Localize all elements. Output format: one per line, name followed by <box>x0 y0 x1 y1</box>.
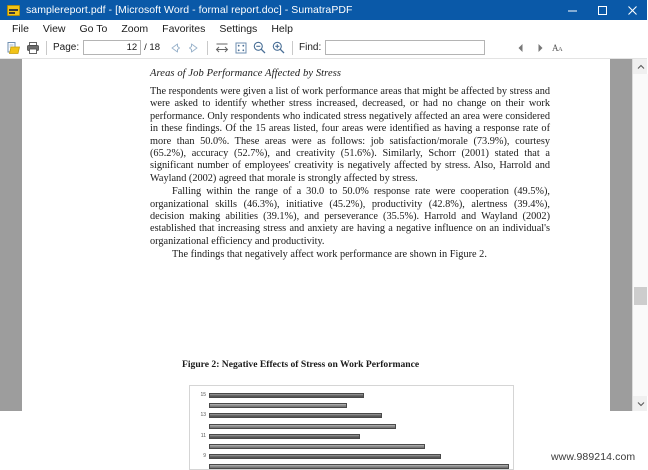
document-text <box>150 68 550 263</box>
chart-bar <box>209 454 441 459</box>
chart-bar <box>209 424 396 429</box>
fit-page-icon[interactable] <box>231 39 250 57</box>
figure-caption: Figure 2: Negative Effects of Stress on Work Performance <box>182 359 420 370</box>
page-total-label: / 18 <box>144 42 160 53</box>
toolbar-divider <box>46 41 47 55</box>
section-heading: Areas of Job Performance Affected by Stress <box>150 68 342 79</box>
pdf-page <box>22 59 636 463</box>
zoom-in-icon[interactable] <box>269 39 288 57</box>
menu-item-help[interactable]: Help <box>271 22 293 35</box>
scrollbar-track[interactable] <box>633 74 648 396</box>
menu-item-file[interactable]: File <box>12 22 29 35</box>
menu-item-zoom[interactable]: Zoom <box>121 22 149 35</box>
sumatra-pdf-icon <box>7 5 20 16</box>
chart-bar <box>209 403 347 408</box>
find-previous-icon[interactable] <box>511 39 530 57</box>
chart-bar <box>209 393 364 398</box>
match-case-icon[interactable] <box>549 39 568 57</box>
toolbar <box>0 37 647 59</box>
vertical-scrollbar[interactable] <box>632 59 647 411</box>
menu-item-view[interactable]: View <box>42 22 66 35</box>
find-label: Find: <box>299 42 322 53</box>
window-controls <box>557 0 647 20</box>
open-file-icon[interactable] <box>4 39 23 57</box>
paragraph-2: Falling within the range of a 30.0 to 50.0% response rate were cooperation (49.5%), organizational skills (46.3%), initiative (45.2%), productivity (42.8%), alertness (39.4%), decision making abilities (39.1%), and perseverance (35.5%). Harrold and Wayland (2002) established that increasing stress and anxiety are having a negative influence on an individual's organizational efficiency and productivity. <box>150 186 550 247</box>
toolbar-divider-2 <box>207 41 208 55</box>
chart-y-tick-label: 11 <box>200 432 206 439</box>
window-title: samplereport.pdf - [Microsoft Word - formal report.doc] - SumatraPDF <box>26 4 353 16</box>
find-input[interactable] <box>325 40 485 55</box>
paragraph-3: The findings that negatively affect work performance are shown in Figure 2. <box>172 249 487 261</box>
chart-y-tick-label: 9 <box>203 453 206 460</box>
menu-item-favorites[interactable]: Favorites <box>162 22 206 35</box>
page-input[interactable] <box>83 40 141 55</box>
chart-y-tick-label: 15 <box>200 392 206 398</box>
menu-item-settings[interactable]: Settings <box>219 22 258 35</box>
printer-icon[interactable] <box>23 39 42 57</box>
document-viewport[interactable] <box>0 59 636 463</box>
figure-2-bar-chart <box>189 385 514 470</box>
toolbar-divider-3 <box>292 41 293 55</box>
minimize-button[interactable] <box>557 0 587 20</box>
chart-bar <box>209 464 509 469</box>
fit-width-icon[interactable] <box>212 39 231 57</box>
close-button[interactable] <box>617 0 647 20</box>
chevron-down-icon[interactable] <box>633 396 648 411</box>
paragraph-1: The respondents were given a list of work performance areas that might be affected by stress and were asked to identify whether stress increased, decreased, or had no change on their work performance. Only respondents who indicated stress negatively affected an area were considered in these findings. Of the 15 areas listed, four areas were identified as having a response rate of more than 50.0%. These areas were as follows: job satisfaction/morale (73.9%), courtesy (65.2%), accuracy (52.7%), and creativity (51.6%). Similarly, Schorr (2001) stated that a significant number of employees' creativity is negatively affected by stress. Also, Harrold and Wayland (2002) agreed that morale is strongly affected by stress. <box>150 86 550 184</box>
menu-bar <box>0 20 647 37</box>
chart-bar <box>209 444 425 449</box>
chevron-up-icon[interactable] <box>633 59 648 74</box>
chart-y-tick-label: 13 <box>200 412 206 419</box>
watermark-text: www.989214.com <box>551 451 636 463</box>
chart-bar <box>209 413 382 418</box>
find-next-icon[interactable] <box>530 39 549 57</box>
svg-text:A: A <box>557 45 563 53</box>
page-label: Page: <box>53 42 80 53</box>
menu-item-goto[interactable]: Go To <box>79 22 108 35</box>
arrow-right-icon[interactable] <box>184 39 203 57</box>
scroll-thumb[interactable] <box>634 287 647 305</box>
zoom-out-icon[interactable] <box>250 39 269 57</box>
arrow-left-icon[interactable] <box>165 39 184 57</box>
maximize-button[interactable] <box>587 0 617 20</box>
chart-plot-area <box>190 386 513 469</box>
title-bar <box>0 0 647 20</box>
chart-bar <box>209 434 360 439</box>
svg-text:A: A <box>551 42 559 53</box>
